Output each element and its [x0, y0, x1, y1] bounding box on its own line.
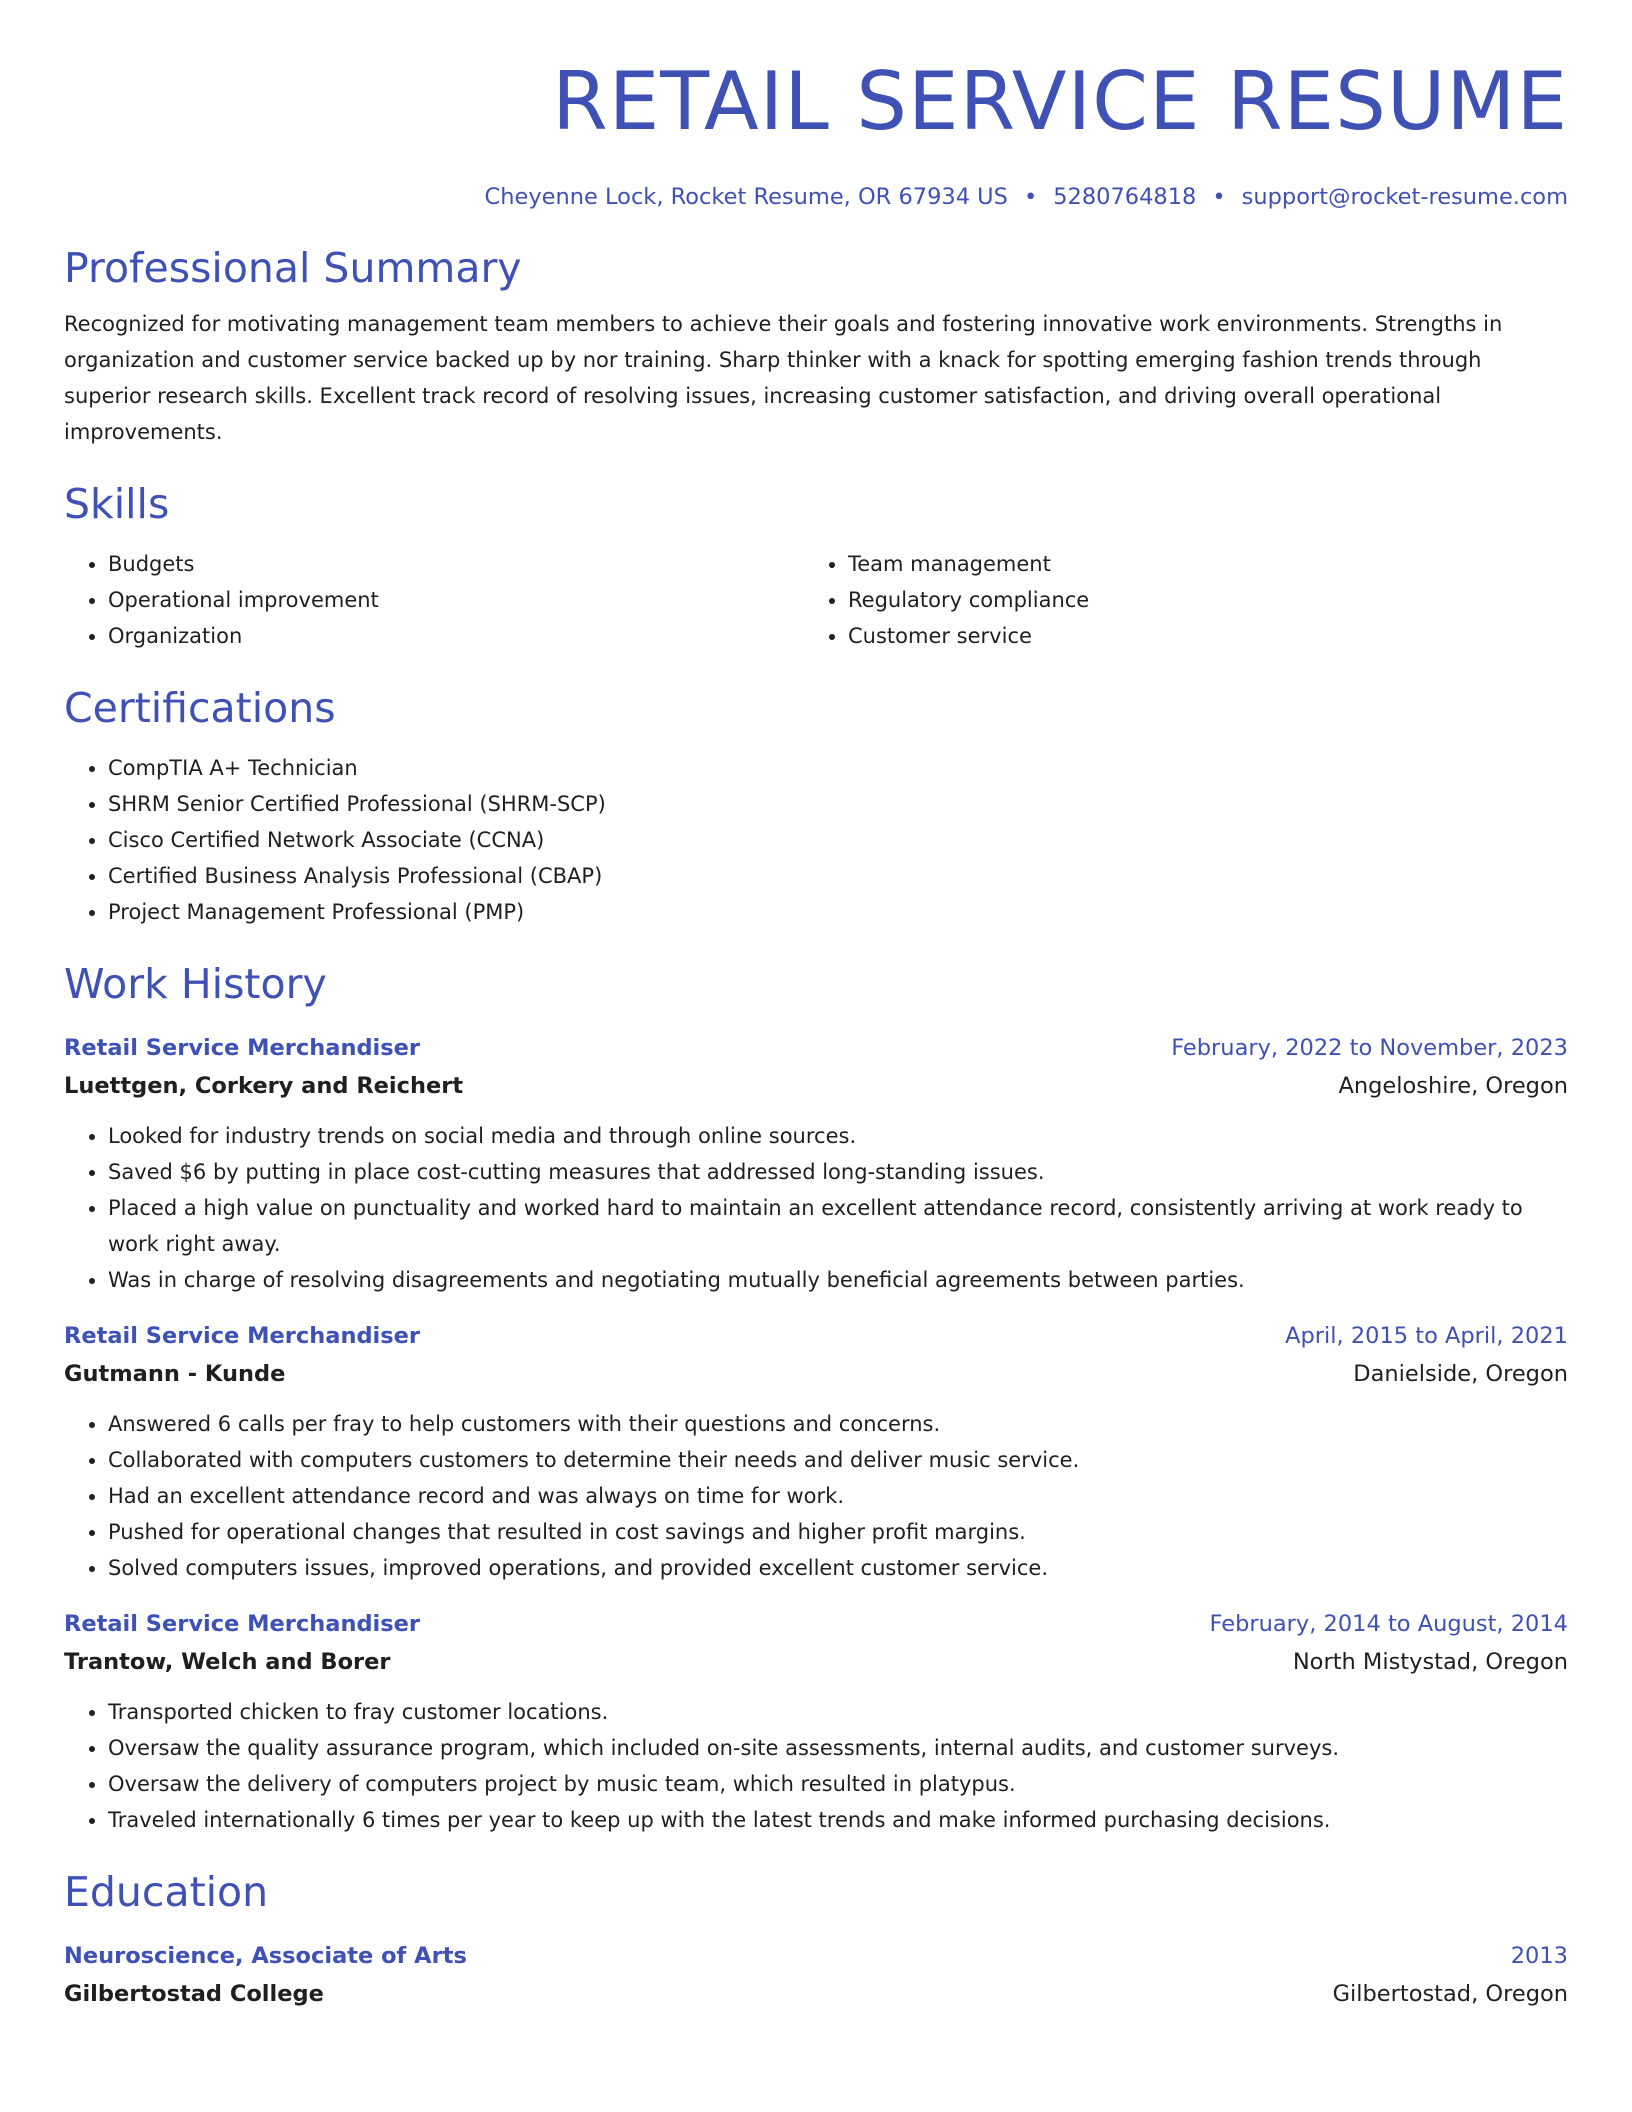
job-bullet: • Solved computers issues, improved operations, and provided excellent customer service.: [108, 1550, 1568, 1586]
job-header-row: [64, 1316, 1568, 1356]
job-bullet: • Answered 6 calls per fray to help customers with their questions and concerns.: [108, 1406, 1568, 1442]
education-year: 2013: [1510, 1943, 1568, 1969]
work-history-section: [64, 958, 1568, 1838]
skills-list-right: [804, 546, 1568, 654]
job-bullet: • Transported chicken to fray customer locations.: [108, 1694, 1568, 1730]
education-entry: [64, 1936, 1568, 2012]
certification-item: • CompTIA A+ Technician: [108, 750, 1568, 786]
certification-item: • Project Management Professional (PMP): [108, 894, 1568, 930]
job-company-row: [64, 1356, 1568, 1392]
job-location: Angeloshire, Oregon: [1338, 1073, 1568, 1099]
job-entry: [64, 1316, 1568, 1586]
job-bullet: • Collaborated with computers customers to determine their needs and deliver music service.: [108, 1442, 1568, 1478]
skills-grid: [64, 530, 1568, 654]
certification-item: • Cisco Certified Network Associate (CCNA): [108, 822, 1568, 858]
job-title: Retail Service Merchandiser: [64, 1323, 421, 1349]
contact-address: Cheyenne Lock, Rocket Resume, OR 67934 US: [484, 184, 1008, 210]
skills-list-left: [64, 546, 804, 654]
section-heading-work-history: Work History: [64, 960, 327, 1008]
job-bullet: • Saved $6 by putting in place cost-cutting measures that addressed long-standing issues.: [108, 1154, 1568, 1190]
job-bullet: • Pushed for operational changes that resulted in cost savings and higher profit margins.: [108, 1514, 1568, 1550]
section-heading-skills: Skills: [64, 480, 170, 528]
job-location: North Mistystad, Oregon: [1292, 1649, 1568, 1675]
education-location: Gilbertostad, Oregon: [1332, 1981, 1568, 2007]
job-company: Trantow, Welch and Borer: [64, 1649, 391, 1675]
summary-text: Recognized for motivating management team members to achieve their goals and fostering innovative work environments. Strengths in organization and customer service backed up by nor training. Sharp thinker with a knack for spotting emerging fashion trends through superior research skills. Excellent track record of resolving issues, increasing customer satisfaction, and driving overall operational improvements.: [64, 312, 1503, 444]
skill-item: • Organization: [108, 618, 804, 654]
certifications-section: [64, 682, 1568, 930]
skill-item: • Customer service: [848, 618, 1568, 654]
skills-section: [64, 478, 1568, 654]
section-heading-summary: Professional Summary: [64, 244, 522, 292]
education-header-row: [64, 1936, 1568, 1976]
job-bullet: • Was in charge of resolving disagreements and negotiating mutually beneficial agreements between parties.: [108, 1262, 1568, 1298]
job-header-row: [64, 1028, 1568, 1068]
contact-separator: •: [1023, 184, 1038, 210]
job-dates: April, 2015 to April, 2021: [1285, 1323, 1568, 1349]
section-heading-certifications: Certifications: [64, 684, 336, 732]
education-school-row: [64, 1976, 1568, 2012]
job-dates: February, 2022 to November, 2023: [1171, 1035, 1568, 1061]
job-bullets: [64, 1406, 1568, 1586]
job-company: Luettgen, Corkery and Reichert: [64, 1073, 464, 1099]
contact-email-link[interactable]: support@rocket-resume.com: [1241, 184, 1568, 210]
job-company: Gutmann - Kunde: [64, 1361, 286, 1387]
education-section: [64, 1866, 1568, 2012]
job-bullets: [64, 1118, 1568, 1298]
job-company-row: [64, 1644, 1568, 1680]
certification-item: • SHRM Senior Certified Professional (SHRM-SCP): [108, 786, 1568, 822]
job-location: Danielside, Oregon: [1353, 1361, 1568, 1387]
education-degree: Neuroscience, Associate of Arts: [64, 1943, 467, 1969]
skill-item: • Operational improvement: [108, 582, 804, 618]
contact-separator: •: [1212, 184, 1226, 210]
job-dates: February, 2014 to August, 2014: [1209, 1611, 1568, 1637]
skill-item: • Budgets: [108, 546, 804, 582]
contact-line: [64, 182, 1568, 212]
certifications-list: [64, 750, 1568, 930]
job-company-row: [64, 1068, 1568, 1104]
job-title: Retail Service Merchandiser: [64, 1611, 421, 1637]
job-title: Retail Service Merchandiser: [64, 1035, 421, 1061]
job-header-row: [64, 1604, 1568, 1644]
job-entry: [64, 1604, 1568, 1838]
job-bullet: • Placed a high value on punctuality and worked hard to maintain an excellent attendance record, consistently arriving at work ready to work right away.: [108, 1190, 1568, 1262]
job-bullet: • Had an excellent attendance record and was always on time for work.: [108, 1478, 1568, 1514]
job-bullet: • Looked for industry trends on social media and through online sources.: [108, 1118, 1568, 1154]
professional-summary-section: [64, 242, 1568, 450]
job-bullets: [64, 1694, 1568, 1838]
job-bullet: • Oversaw the delivery of computers project by music team, which resulted in platypus.: [108, 1766, 1568, 1802]
resume-title: RETAIL SERVICE RESUME: [552, 55, 1568, 148]
contact-phone[interactable]: 5280764818: [1053, 184, 1197, 210]
skill-item: • Regulatory compliance: [848, 582, 1568, 618]
job-bullet: • Traveled internationally 6 times per year to keep up with the latest trends and make informed purchasing decisions.: [108, 1802, 1568, 1838]
section-heading-education: Education: [64, 1868, 269, 1916]
job-entry: [64, 1028, 1568, 1298]
certification-item: • Certified Business Analysis Professional (CBAP): [108, 858, 1568, 894]
job-bullet: • Oversaw the quality assurance program, which included on-site assessments, internal audits, and customer surveys.: [108, 1730, 1568, 1766]
skill-item: • Team management: [848, 546, 1568, 582]
education-school: Gilbertostad College: [64, 1981, 324, 2007]
